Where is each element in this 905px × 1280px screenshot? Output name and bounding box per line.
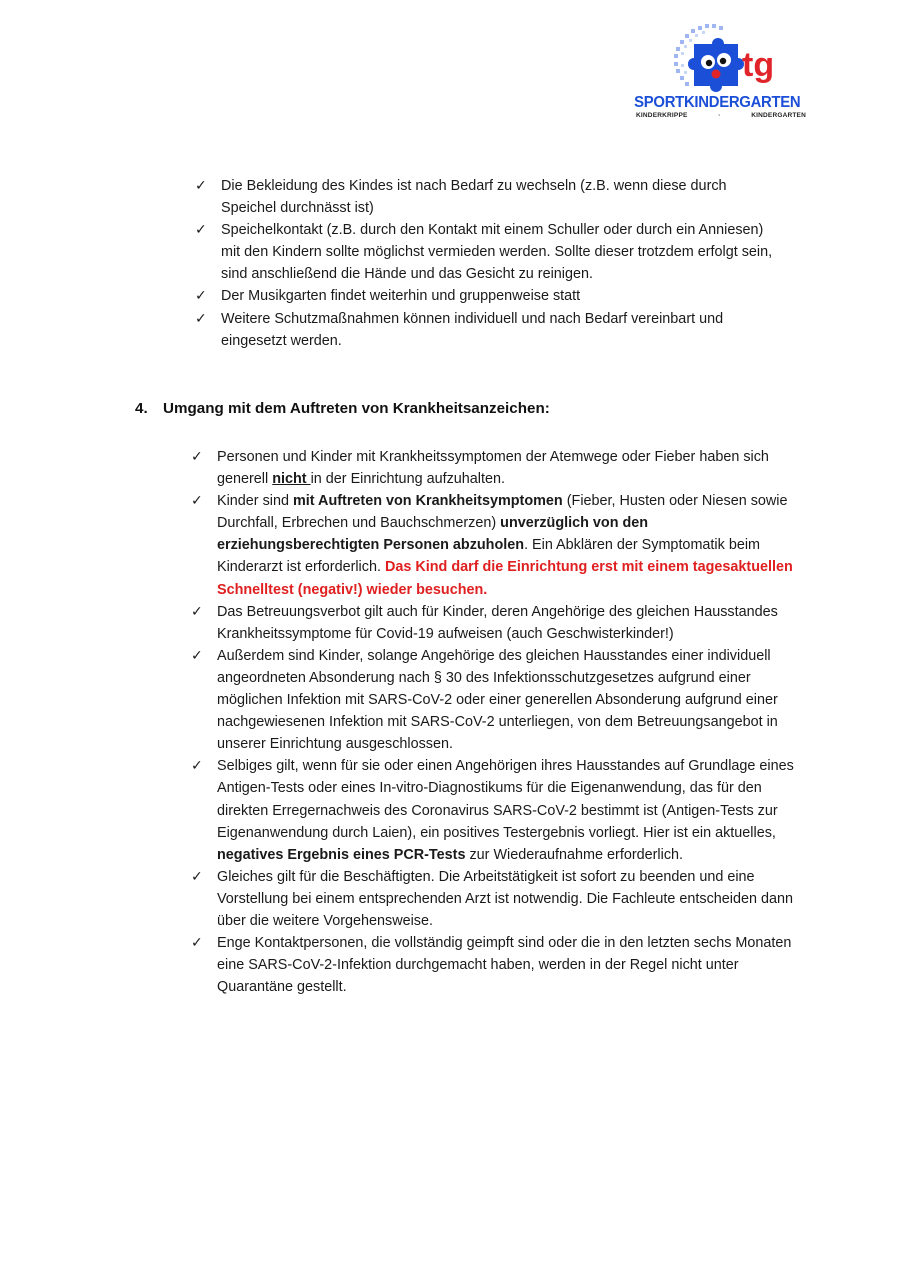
hygiene-checklist [195,175,785,352]
list-item-text: Selbiges gilt, wenn für sie oder einen Angehörigen ihres Hausstandes auf Grundlage eines Antigen-Tests oder eines In-vitro-Diagnostikums für die Eigenanwendung, das für den direkten Erregernachweis des Coronavirus SARS-CoV-2 bestimmt ist (Antigen-Tests zur Eigenanwendung durch Laien), ein positives Testergebnis vorliegt. Hier ist ein aktuelles, [217,758,794,841]
list-item-text: Enge Kontaktpersonen, die vollständig geimpft sind oder die in den letzten sechs Monaten eine SARS-CoV-2-Infektion durchgemacht haben, werden in der Regel nicht unter Quarantäne gestellt. [217,935,792,996]
list-item [195,175,785,219]
checkmark-icon: ✓ [191,603,203,620]
list-item-text: . Ein Abklären der Symptomatik beim Kinderarzt ist erforderlich. [217,537,761,576]
list-item-text: Weitere Schutzmaßnahmen können individuell und nach Bedarf vereinbart und eingesetzt werden. [221,310,724,349]
list-item-text: in der Einrichtung aufzuhalten. [310,471,505,488]
bold-text: mit Auftreten von Krankheitsymptomen [293,493,563,510]
checkmark-icon: ✓ [195,288,207,305]
logo-name: SPORTKINDERGARTEN [634,94,801,111]
list-item [191,932,803,998]
bold-text: negatives Ergebnis eines PCR-Tests [217,846,466,863]
logo-sub-left: KINDERKRIPPE [636,112,688,119]
illness-checklist [191,446,803,998]
section-title: Umgang mit dem Auftreten von Krankheitsanzeichen: [163,400,550,417]
list-item-text: Gleiches gilt für die Beschäftigten. Die Arbeitstätigkeit ist sofort zu beenden und eine Vorstellung bei einem entsprechenden Arzt ist notwendig. Die Fachleute entscheiden dann über die weitere Vorgehensweise. [217,868,793,929]
list-item-text: Das Betreuungsverbot gilt auch für Kinder, deren Angehörige des gleichen Hausstandes Krankheitssymptome für Covid-19 aufweisen (auch Geschwisterkinder!) [217,603,778,642]
warning-text: Das Kind darf die Einrichtung erst mit einem tagesaktuellen Schnelltest (negativ!) wieder besuchen. [217,559,793,598]
logo-sub-separator: · [718,112,721,119]
list-item-text: zur Wiederaufnahme erforderlich. [465,846,684,863]
emphasis-text: nicht [272,471,311,488]
sportkindergarten-logo [626,24,816,124]
checkmark-icon: ✓ [191,449,203,465]
list-item-text: Speichelkontakt (z.B. durch den Kontakt mit einem Schuller oder durch ein Anniesen) mit den Kindern sollte möglichst vermieden werden. Sollte dieser trotzdem erfolgt sein, sind anschließend die Hände und das Gesicht zu reinigen. [221,222,773,283]
list-item [191,866,803,932]
list-item-text: Personen und Kinder mit Krankheitssymptomen der Atemwege oder Fieber haben sich generell [217,449,769,488]
list-item [195,285,785,307]
section-number: 4. [135,400,148,417]
list-item-text: Außerdem sind Kinder, solange Angehörige des gleichen Hausstandes einer individuell angeordneten Absonderung nach § 30 des Infektionsschutzgesetzes aufgrund einer möglichen Infektion mit SARS-CoV-2 oder einer generellen Absonderung aufgrund einer nachgewiesenen Infektion mit SARS-CoV-2 unterliegen, von dem Betreuungsangebot in unserer Einrichtung ausgeschlossen. [217,647,778,753]
list-item [191,755,803,865]
checkmark-icon: ✓ [191,868,203,885]
logo-wordmark: tg [742,46,775,84]
list-item [195,308,785,352]
logo-sub-right: KINDERGARTEN [751,112,806,119]
list-item [191,490,803,600]
list-item [191,446,803,490]
checkmark-icon: ✓ [195,310,207,327]
list-item-text: Die Bekleidung des Kindes ist nach Bedarf zu wechseln (z.B. wenn diese durch Speichel durchnässt ist) [221,178,727,217]
list-item [191,645,803,755]
puzzle-mascot-icon [672,24,792,96]
section-heading [135,398,550,420]
list-item [195,219,785,285]
checkmark-icon: ✓ [195,222,207,239]
bold-text: unverzüglich von den erziehungsberechtigten Personen abzuholen [217,515,649,554]
list-item-text: Kinder sind [217,493,293,510]
logo-subtitle [636,112,806,119]
list-item-text: (Fieber, Husten oder Niesen sowie Durchfall, Erbrechen und Bauchschmerzen) [217,493,788,532]
checkmark-icon: ✓ [191,935,203,952]
checkmark-icon: ✓ [191,647,203,664]
list-item [191,601,803,645]
list-item-text: Der Musikgarten findet weiterhin und gruppenweise statt [221,288,581,305]
checkmark-icon: ✓ [191,493,203,510]
checkmark-icon: ✓ [195,178,207,194]
checkmark-icon: ✓ [191,758,203,775]
